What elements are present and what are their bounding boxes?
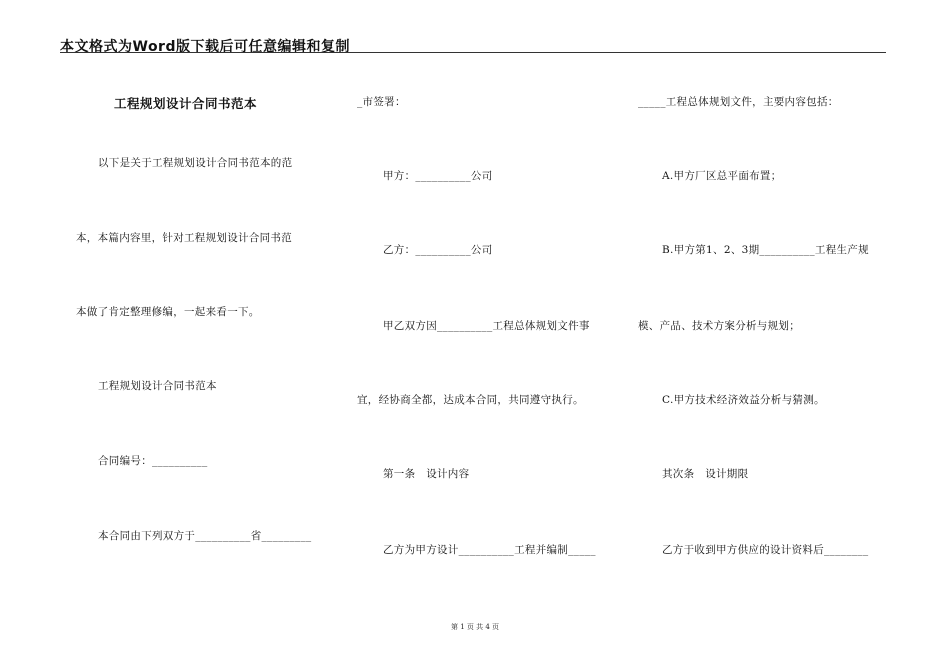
section-heading: 工程规划设计合同书范本: [98, 380, 217, 392]
body-line: _市签署：: [357, 96, 406, 108]
article-heading: 第一条 设计内容: [383, 468, 470, 480]
list-item: A.甲方厂区总平面布置；: [662, 170, 782, 182]
body-line: 甲乙双方因__________工程总体规划文件事: [383, 320, 590, 332]
article-heading: 其次条 设计期限: [662, 468, 749, 480]
page-number-footer: 第 1 页 共 4 页: [450, 623, 500, 631]
body-line: _____工程总体规划文件，主要内容包括：: [638, 96, 839, 108]
party-b-line: 乙方：__________公司: [383, 244, 493, 256]
document-title: 工程规划设计合同书范本: [114, 96, 258, 111]
body-line: 以下是关于工程规划设计合同书范本的范: [98, 157, 293, 169]
list-item: B.甲方第1、2、3期__________工程生产规: [662, 244, 869, 256]
body-line: 本合同由下列双方于__________省_________: [98, 530, 312, 542]
text-column-3: [638, 0, 888, 672]
contract-number-line: 合同编号：__________: [98, 455, 208, 467]
list-item: C.甲方技术经济效益分析与猜测。: [662, 394, 825, 406]
text-column-1: [76, 0, 336, 672]
body-line: 本做了肯定整理修编，一起来看一下。: [76, 306, 260, 318]
party-a-line: 甲方：__________公司: [383, 170, 493, 182]
body-line: 乙方为甲方设计__________工程并编制_____: [383, 544, 596, 556]
body-line: 宜，经协商全都，达成本合同，共同遵守执行。: [357, 394, 584, 406]
body-line: 模、产品、技术方案分析与规划；: [638, 320, 800, 332]
document-header-banner: 本文格式为Word版下载后可任意编辑和复制: [60, 39, 350, 55]
body-line: 乙方于收到甲方供应的设计资料后________: [662, 544, 869, 556]
text-column-2: [357, 0, 619, 672]
body-line: 本，本篇内容里，针对工程规划设计合同书范: [76, 232, 292, 244]
